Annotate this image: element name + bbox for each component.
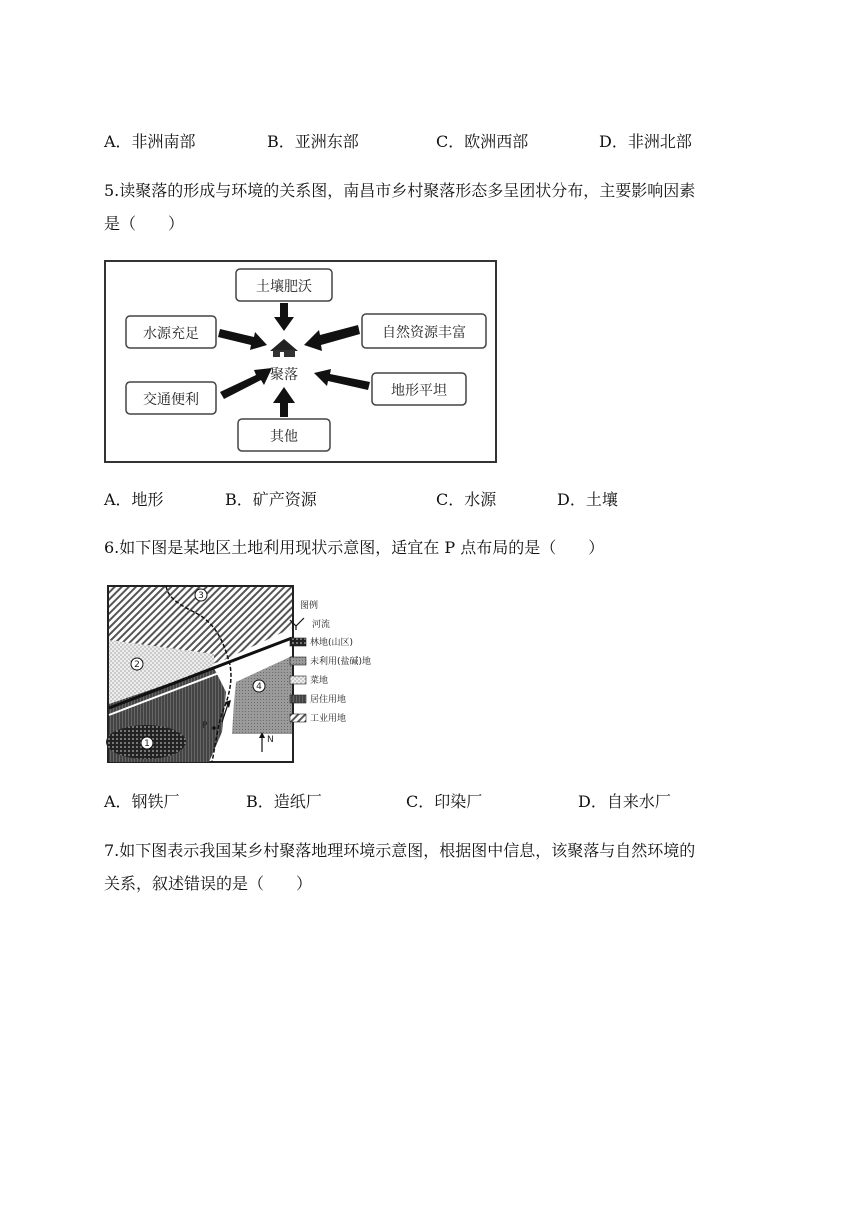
q7-stem-line2: 关系，叙述错误的是（ ） — [104, 874, 313, 893]
zone-3-label: 3 — [198, 591, 204, 601]
box-left-top-label: 水源充足 — [143, 326, 199, 342]
box-right-bottom-label: 地形平坦 — [391, 383, 447, 399]
q6-option-a: A．钢铁厂 — [104, 792, 180, 811]
q5-option-b: B．矿产资源 — [225, 490, 317, 509]
q5-stem-line2: 是（ ） — [104, 214, 185, 233]
legend-unused: 未利用(盐碱)地 — [310, 657, 372, 667]
box-left-bottom-label: 交通便利 — [143, 392, 199, 408]
legend-industrial: 工业用地 — [310, 714, 347, 724]
north-label: N — [267, 735, 274, 745]
q5-stem-line1: 5.读聚落的形成与环境的关系图，南昌市乡村聚落形态多呈团状分布，主要影响因素 — [104, 181, 696, 200]
box-top-label: 土壤肥沃 — [256, 279, 312, 295]
q6-option-b: B．造纸厂 — [246, 792, 322, 811]
box-left-top — [126, 316, 216, 348]
box-left-bottom — [126, 382, 216, 414]
center-label: 聚落 — [270, 367, 298, 383]
q4-option-c: C．欧洲西部 — [436, 132, 529, 151]
point-p-label: P — [202, 721, 208, 731]
q4-option-b: B．亚洲东部 — [267, 132, 359, 151]
box-bottom — [238, 419, 330, 451]
legend-title: 图例 — [300, 601, 319, 611]
box-right-top — [362, 314, 486, 348]
settlement-factors-figure — [104, 259, 498, 465]
q7-stem-line1: 7.如下图表示我国某乡村聚落地理环境示意图，根据图中信息，该聚落与自然环境的 — [104, 841, 696, 860]
legend-river: 河流 — [312, 620, 331, 630]
q6-option-d: D．自来水厂 — [578, 792, 671, 811]
q5-option-d: D．土壤 — [557, 490, 618, 509]
box-top — [236, 269, 332, 301]
q5-option-a: A．地形 — [104, 490, 164, 509]
land-use-map — [104, 582, 404, 766]
q4-option-d: D．非洲北部 — [599, 132, 692, 151]
box-bottom-label: 其他 — [270, 429, 298, 445]
legend-forest: 林地(山区) — [310, 638, 354, 648]
zone-1-label: 1 — [144, 739, 150, 749]
q5-option-c: C．水源 — [436, 490, 497, 509]
legend-residential: 居住用地 — [310, 695, 347, 705]
zone-2-label: 2 — [134, 660, 140, 670]
zone-4-label: 4 — [256, 682, 262, 692]
q6-stem: 6.如下图是某地区土地利用现状示意图，适宜在 P 点布局的是（ ） — [104, 538, 605, 557]
q4-option-a: A．非洲南部 — [104, 132, 196, 151]
box-right-top-label: 自然资源丰富 — [382, 325, 466, 341]
q6-option-c: C．印染厂 — [406, 792, 483, 811]
legend-vegetable: 菜地 — [310, 676, 329, 686]
box-right-bottom — [372, 373, 466, 405]
map-legend — [290, 599, 371, 724]
